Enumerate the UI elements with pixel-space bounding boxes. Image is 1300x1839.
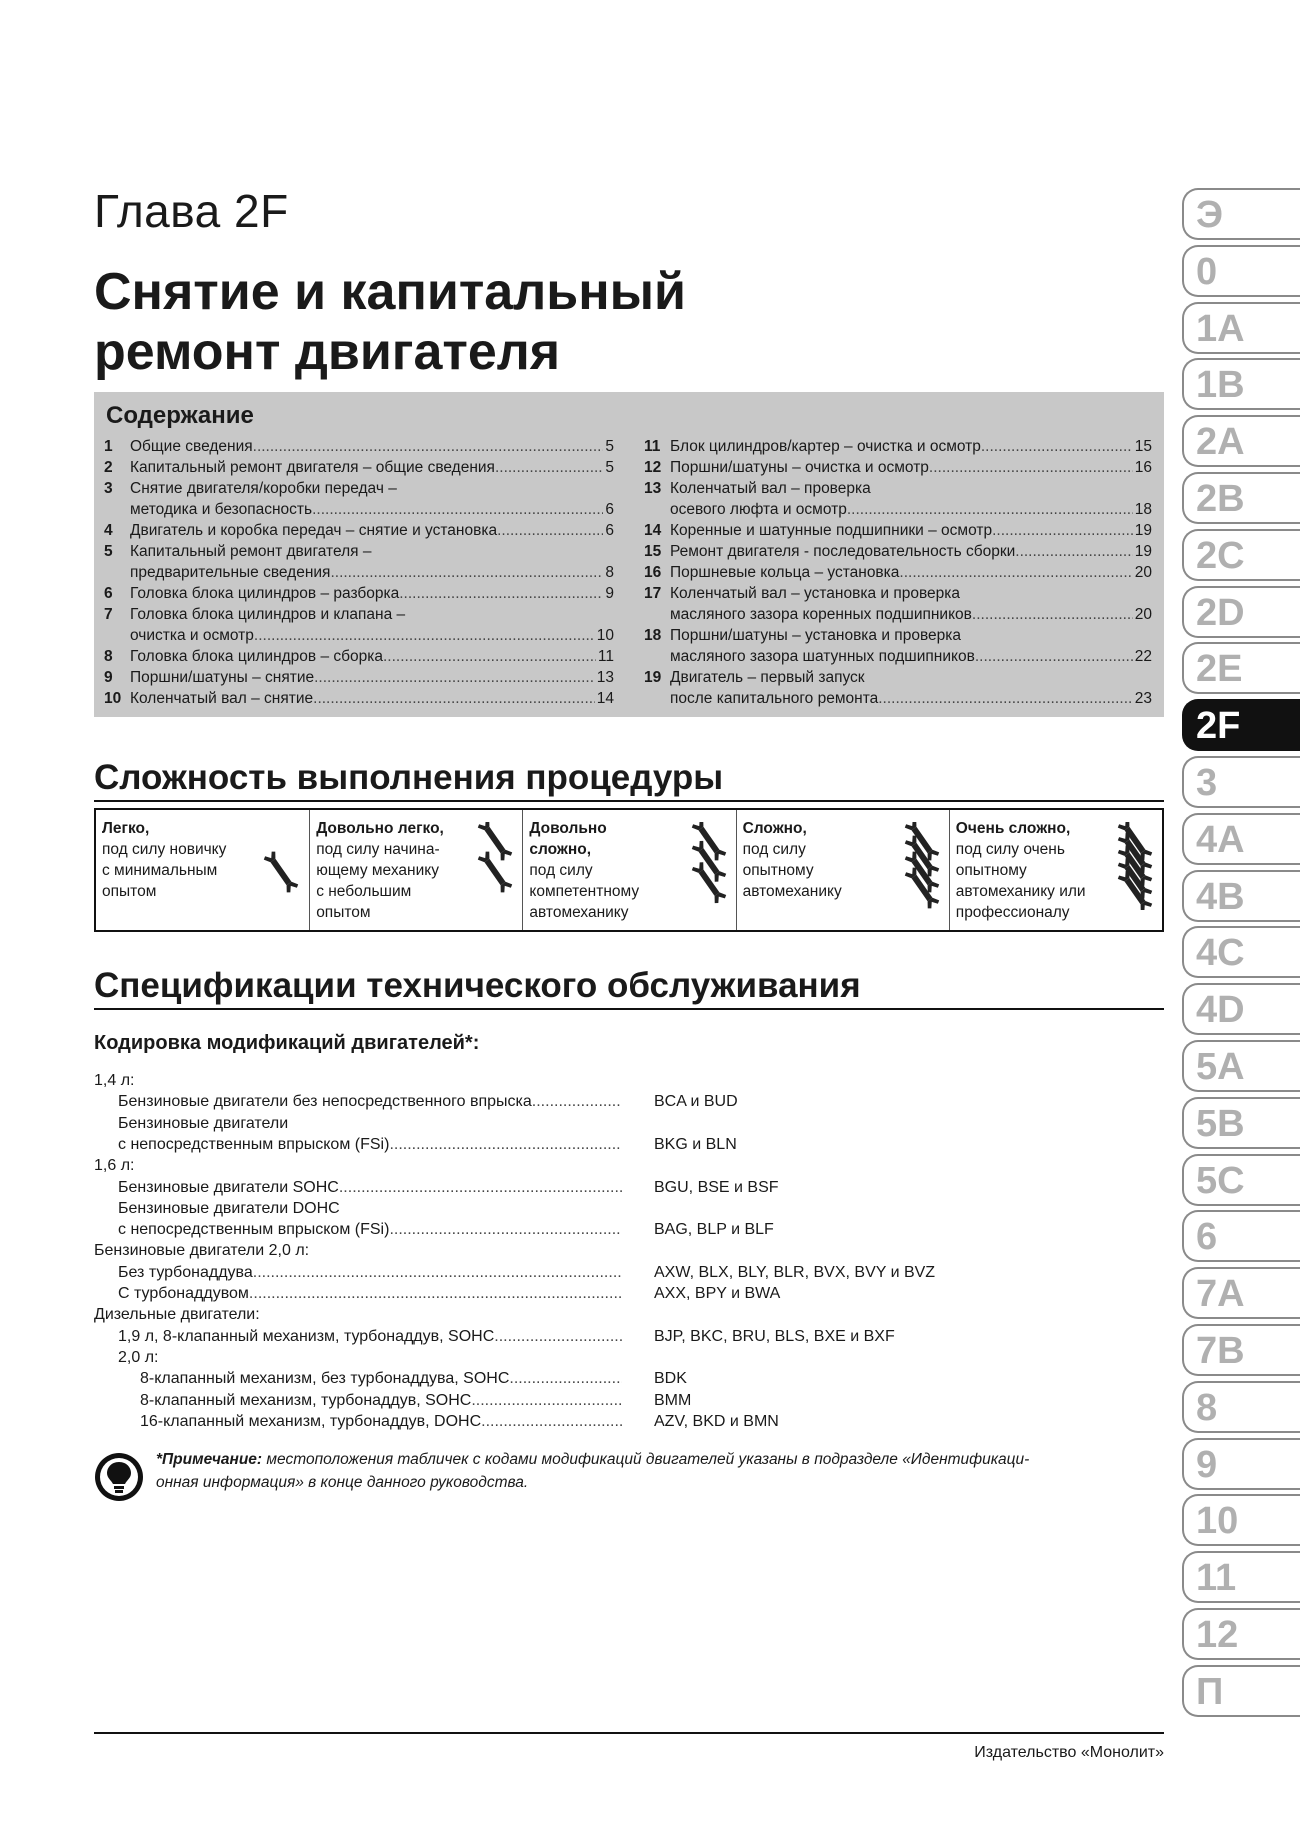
toc-entry bbox=[104, 667, 614, 688]
engine-code-value: BMM bbox=[654, 1391, 692, 1409]
engine-code-row bbox=[118, 1347, 622, 1368]
chapter-tab[interactable]: 4B bbox=[1182, 870, 1300, 922]
chapter-tab[interactable]: 11 bbox=[1182, 1551, 1300, 1603]
engine-description: 16-клапанный механизм, турбонаддув, DOHC bbox=[140, 1412, 482, 1430]
spec-leader-dots bbox=[471, 1390, 622, 1411]
toc-entry-number: 11 bbox=[644, 438, 661, 455]
lightbulb-icon bbox=[94, 1452, 144, 1502]
toc-entry-text-row bbox=[130, 457, 614, 478]
chapter-tab[interactable]: 7A bbox=[1182, 1267, 1300, 1319]
toc-entry-title: Поршни/шатуны – очистка и осмотр bbox=[670, 459, 929, 476]
difficulty-level-title: Довольно сложно, bbox=[529, 820, 607, 858]
toc-entry-page: 13 bbox=[596, 669, 614, 686]
chapter-tab[interactable]: 12 bbox=[1182, 1608, 1300, 1660]
toc-leader-dots bbox=[313, 688, 595, 709]
toc-entry-page: 18 bbox=[1134, 501, 1152, 518]
spec-leader-dots bbox=[494, 1326, 622, 1347]
difficulty-level-description: под силу начина- ющему механику с небольшим опытом bbox=[316, 841, 440, 921]
toc-entry bbox=[104, 520, 614, 541]
toc-entry-page: 14 bbox=[596, 690, 614, 707]
engine-description: Бензиновые двигатели DOHC bbox=[118, 1199, 340, 1217]
difficulty-level-description: под силу новичку с минимальным опытом bbox=[102, 841, 227, 900]
toc-entry-number: 19 bbox=[644, 669, 662, 686]
toc-entry-page: 20 bbox=[1134, 564, 1152, 581]
engine-description: 8-клапанный механизм, без турбонаддува, SOHC bbox=[140, 1370, 510, 1388]
engine-description: с непосредственным впрыском (FSi) bbox=[118, 1221, 390, 1239]
chapter-tab[interactable]: 9 bbox=[1182, 1438, 1300, 1490]
difficulty-scale bbox=[94, 808, 1164, 932]
wrench-rating-icon bbox=[263, 822, 299, 910]
toc-entry-number: 16 bbox=[644, 564, 662, 581]
spec-leader-dots bbox=[253, 1262, 622, 1283]
toc-leader-dots bbox=[929, 457, 1133, 478]
toc-entry-number: 8 bbox=[104, 648, 113, 665]
toc-entry-text-row bbox=[130, 688, 614, 709]
engine-code-row bbox=[94, 1240, 622, 1261]
engine-codes-subheading: Кодировка модификаций двигателей*: bbox=[94, 1032, 480, 1054]
toc-entry-title: Поршневые кольца – установка bbox=[670, 564, 900, 581]
toc-entry-text-row bbox=[670, 667, 1152, 688]
engine-code-row bbox=[140, 1411, 622, 1432]
toc-leader-dots bbox=[899, 562, 1132, 583]
toc-entry-page: 6 bbox=[605, 501, 614, 518]
contents-title: Содержание bbox=[106, 402, 254, 429]
engine-code-value: AXX, BPY и BWA bbox=[654, 1285, 781, 1302]
toc-leader-dots bbox=[314, 667, 595, 688]
engine-code-value: AXW, BLX, BLY, BLR, BVX, BVY и BVZ bbox=[654, 1263, 936, 1281]
chapter-tab[interactable]: 5A bbox=[1182, 1040, 1300, 1092]
toc-entry-title: Коленчатый вал – проверка bbox=[670, 480, 871, 497]
toc-entry-text-row bbox=[130, 541, 614, 562]
toc-entry bbox=[104, 541, 614, 562]
toc-entry-page: 22 bbox=[1134, 648, 1152, 665]
toc-entry-text-row bbox=[670, 625, 1152, 646]
engine-code-row bbox=[94, 1070, 622, 1091]
toc-entry-text-row bbox=[130, 478, 614, 499]
toc-entry-text-row bbox=[670, 541, 1152, 562]
toc-entry-title: Капитальный ремонт двигателя – общие сведения bbox=[130, 459, 495, 476]
chapter-tab[interactable]: 5B bbox=[1182, 1097, 1300, 1149]
engine-description: 2,0 л: bbox=[118, 1348, 159, 1366]
engine-code-row bbox=[118, 1198, 622, 1219]
toc-entry-page: 11 bbox=[597, 648, 614, 665]
engine-code-value: BAG, BLP и BLF bbox=[654, 1221, 774, 1239]
toc-entry-number: 17 bbox=[644, 585, 662, 602]
toc-entry-title: Двигатель и коробка передач – снятие и установка bbox=[130, 522, 498, 539]
specs-heading: Спецификации технического обслуживания bbox=[94, 966, 861, 1005]
toc-entry bbox=[644, 667, 1152, 688]
chapter-tab[interactable]: П bbox=[1182, 1665, 1300, 1717]
toc-leader-dots bbox=[878, 688, 1133, 709]
engine-code-row bbox=[94, 1304, 622, 1325]
toc-leader-dots bbox=[312, 499, 603, 520]
toc-entry bbox=[104, 583, 614, 604]
toc-entry-title: Общие сведения bbox=[130, 438, 253, 455]
engine-description: Бензиновые двигатели SOHC bbox=[118, 1178, 339, 1196]
toc-entry bbox=[104, 457, 614, 478]
engine-description: 8-клапанный механизм, турбонаддув, SOHC bbox=[140, 1391, 472, 1409]
toc-leader-dots bbox=[495, 457, 603, 478]
toc-leader-dots bbox=[254, 625, 595, 646]
toc-entry-text-row bbox=[130, 604, 614, 625]
toc-entry-title: Поршни/шатуны – снятие bbox=[130, 669, 315, 686]
chapter-tab[interactable]: 4A bbox=[1182, 813, 1300, 865]
toc-entry-number: 1 bbox=[104, 438, 113, 455]
toc-entry bbox=[644, 625, 1152, 646]
spec-leader-dots bbox=[389, 1219, 622, 1240]
toc-entry bbox=[644, 457, 1152, 478]
toc-entry-text-row bbox=[670, 604, 1152, 625]
difficulty-level-title: Сложно, bbox=[742, 820, 807, 837]
toc-entry-page: 5 bbox=[605, 459, 614, 476]
toc-entry-text-row bbox=[670, 688, 1152, 709]
spec-leader-dots bbox=[532, 1091, 622, 1112]
engine-code-row bbox=[118, 1177, 622, 1198]
toc-entry-text-row bbox=[130, 667, 614, 688]
engine-description: 1,9 л, 8-клапанный механизм, турбонаддув, SOHC bbox=[118, 1327, 495, 1345]
toc-entry-text-row bbox=[670, 583, 1152, 604]
toc-entry-page: 9 bbox=[605, 585, 614, 602]
toc-entry-text-row bbox=[130, 436, 614, 457]
toc-entry bbox=[104, 478, 614, 499]
toc-entry-number: 4 bbox=[104, 522, 113, 539]
toc-entry-text-row bbox=[670, 436, 1152, 457]
toc-entry-number: 5 bbox=[104, 543, 113, 560]
chapter-tab[interactable]: 1A bbox=[1182, 302, 1300, 354]
engine-code-row bbox=[118, 1326, 622, 1347]
spec-leader-dots bbox=[509, 1368, 622, 1389]
spec-leader-dots bbox=[389, 1134, 622, 1155]
toc-leader-dots bbox=[992, 520, 1133, 541]
toc-entry-text-row bbox=[130, 646, 614, 667]
toc-entry bbox=[644, 436, 1152, 457]
spec-leader-dots bbox=[481, 1411, 622, 1432]
wrench-rating-icon bbox=[477, 822, 513, 910]
difficulty-level-text bbox=[956, 818, 1086, 923]
toc-entry-text-row bbox=[130, 520, 614, 541]
toc-entry-text-row bbox=[130, 499, 614, 520]
engine-code-row bbox=[118, 1219, 622, 1240]
wrench-rating-icon bbox=[691, 822, 727, 910]
toc-entry-number: 3 bbox=[104, 480, 113, 497]
toc-entry-page: 20 bbox=[1134, 606, 1152, 623]
toc-entry-number: 10 bbox=[104, 690, 122, 707]
chapter-tab[interactable]: 4D bbox=[1182, 983, 1300, 1035]
toc-entry-number: 2 bbox=[104, 459, 113, 476]
chapter-tab[interactable]: 2A bbox=[1182, 415, 1300, 467]
toc-entry-text-row bbox=[670, 520, 1152, 541]
spec-leader-dots bbox=[339, 1177, 622, 1198]
difficulty-level-description: под силу компетентному автомеханику bbox=[529, 862, 640, 921]
toc-entry-title: Блок цилиндров/картер – очистка и осмотр bbox=[670, 438, 981, 455]
toc-entry bbox=[644, 583, 1152, 604]
toc-entry-page: 16 bbox=[1134, 459, 1152, 476]
toc-entry-title: осевого люфта и осмотр bbox=[670, 501, 847, 518]
chapter-tab[interactable]: 4C bbox=[1182, 926, 1300, 978]
chapter-tab[interactable]: 2E bbox=[1182, 642, 1300, 694]
toc-entry bbox=[104, 604, 614, 625]
toc-entry-text-row bbox=[670, 457, 1152, 478]
engine-code-row bbox=[118, 1091, 622, 1112]
chapter-tab[interactable]: 3 bbox=[1182, 756, 1300, 808]
page-title-line2: ремонт двигателя bbox=[94, 323, 561, 381]
toc-entry-number: 15 bbox=[644, 543, 662, 560]
toc-entry bbox=[104, 499, 614, 520]
wrench-rating-icon bbox=[904, 822, 940, 910]
difficulty-level-description: под силу опытному автомеханику bbox=[742, 841, 842, 900]
engine-description: С турбонаддувом bbox=[118, 1285, 249, 1302]
toc-entry bbox=[644, 478, 1152, 499]
toc-entry bbox=[644, 499, 1152, 520]
toc-entry-page: 8 bbox=[605, 564, 614, 581]
toc-entry-text-row bbox=[130, 625, 614, 646]
footer-rule bbox=[94, 1732, 1164, 1734]
toc-entry bbox=[104, 646, 614, 667]
wrench-rating-icon bbox=[1117, 822, 1153, 910]
toc-entry-number: 7 bbox=[104, 606, 113, 623]
chapter-tab[interactable]: 0 bbox=[1182, 245, 1300, 297]
engine-description: Бензиновые двигатели 2,0 л: bbox=[94, 1242, 310, 1260]
chapter-tab[interactable]: 6 bbox=[1182, 1210, 1300, 1262]
engine-code-row bbox=[118, 1262, 622, 1283]
toc-leader-dots bbox=[399, 583, 603, 604]
toc-leader-dots bbox=[1015, 541, 1132, 562]
toc-leader-dots bbox=[330, 562, 603, 583]
toc-entry-number: 9 bbox=[104, 669, 113, 686]
toc-entry-text-row bbox=[130, 583, 614, 604]
chapter-tab[interactable]: 1B bbox=[1182, 358, 1300, 410]
engine-code-value: BGU, BSE и BSF bbox=[654, 1178, 779, 1196]
toc-leader-dots bbox=[383, 646, 596, 667]
engine-code-value: BKG и BLN bbox=[654, 1135, 737, 1153]
engine-description: 1,4 л: bbox=[94, 1072, 135, 1089]
toc-entry-title: Ремонт двигателя - последовательность сборки bbox=[670, 543, 1016, 560]
toc-entry-page: 19 bbox=[1134, 543, 1152, 560]
difficulty-level-text bbox=[316, 818, 444, 923]
toc-entry-number: 13 bbox=[644, 480, 662, 497]
engine-code-row bbox=[118, 1113, 622, 1134]
toc-entry-title: Коренные и шатунные подшипники – осмотр bbox=[670, 522, 993, 539]
toc-entry-number: 18 bbox=[644, 627, 662, 644]
engine-code-row bbox=[118, 1134, 622, 1155]
engine-code-row bbox=[140, 1390, 622, 1411]
chapter-label: Глава 2F bbox=[94, 185, 289, 237]
chapter-tab[interactable]: 2F bbox=[1182, 699, 1300, 751]
toc-entry-page: 6 bbox=[605, 522, 614, 539]
toc-entry-number: 14 bbox=[644, 522, 662, 539]
publisher: Издательство «Монолит» bbox=[974, 1744, 1164, 1761]
difficulty-rule bbox=[94, 800, 1164, 802]
toc-entry bbox=[644, 688, 1152, 709]
toc-leader-dots bbox=[253, 436, 604, 457]
toc-entry-title: после капитального ремонта bbox=[670, 690, 879, 707]
page-title bbox=[94, 262, 686, 382]
toc-entry bbox=[644, 604, 1152, 625]
engine-code-value: BDK bbox=[654, 1370, 687, 1388]
engine-description: Бензиновые двигатели без непосредственного впрыска bbox=[118, 1093, 532, 1111]
toc-entry-text-row bbox=[670, 499, 1152, 520]
toc-entry bbox=[104, 436, 614, 457]
difficulty-level-title: Легко, bbox=[102, 820, 150, 837]
chapter-tab[interactable]: 2D bbox=[1182, 586, 1300, 638]
toc-entry-number: 12 bbox=[644, 459, 662, 476]
toc-entry-title: Двигатель – первый запуск bbox=[670, 669, 865, 686]
chapter-tab[interactable]: 2C bbox=[1182, 529, 1300, 581]
difficulty-level-title: Довольно легко, bbox=[316, 820, 444, 837]
toc-entry bbox=[644, 520, 1152, 541]
difficulty-level-text bbox=[743, 818, 842, 902]
engine-code-value: BCA и BUD bbox=[654, 1093, 738, 1111]
toc-leader-dots bbox=[497, 520, 603, 541]
chapter-tab[interactable]: 2B bbox=[1182, 472, 1300, 524]
engine-code-row bbox=[118, 1283, 622, 1304]
toc-entry-page: 10 bbox=[596, 627, 614, 644]
toc-entry-title: масляного зазора шатунных подшипников bbox=[670, 648, 975, 665]
spec-leader-dots bbox=[249, 1283, 622, 1304]
note-body: местоположения табличек с кодами модификаций двигателей указаны в подразделе «Идентификаци- онная информация» в конце данного руководства. bbox=[156, 1451, 1030, 1491]
toc-entry-text-row bbox=[670, 646, 1152, 667]
contents-column-left bbox=[104, 436, 614, 709]
engine-description: Дизельные двигатели: bbox=[94, 1306, 260, 1324]
toc-leader-dots bbox=[972, 604, 1133, 625]
toc-entry-title: очистка и осмотр bbox=[130, 627, 254, 644]
difficulty-level-description: под силу очень опытному автомеханику или профессионалу bbox=[955, 841, 1086, 921]
engine-description: Без турбонаддува bbox=[118, 1263, 253, 1281]
toc-entry bbox=[104, 688, 614, 709]
difficulty-level-text bbox=[529, 818, 639, 923]
toc-entry-title: Головка блока цилиндров – сборка bbox=[130, 648, 383, 665]
toc-entry-title: Поршни/шатуны – установка и проверка bbox=[670, 627, 961, 644]
engine-description: Бензиновые двигатели bbox=[118, 1114, 289, 1132]
difficulty-level-title: Очень сложно, bbox=[955, 820, 1071, 837]
engine-description: 1,6 л: bbox=[94, 1157, 135, 1175]
engine-code-value: AZV, BKD и BMN bbox=[654, 1412, 779, 1430]
toc-entry-text-row bbox=[130, 562, 614, 583]
contents-box bbox=[94, 392, 1164, 717]
difficulty-level bbox=[309, 810, 522, 930]
toc-entry-title: Капитальный ремонт двигателя – bbox=[130, 543, 372, 560]
toc-entry-page: 15 bbox=[1134, 438, 1152, 455]
chapter-tab[interactable]: 5C bbox=[1182, 1154, 1300, 1206]
page-title-line1: Снятие и капитальный bbox=[94, 263, 687, 321]
contents-column-right bbox=[644, 436, 1152, 709]
difficulty-level bbox=[96, 810, 309, 930]
toc-entry bbox=[644, 646, 1152, 667]
toc-entry-number: 6 bbox=[104, 585, 113, 602]
toc-entry-title: Снятие двигателя/коробки передач – bbox=[130, 480, 397, 497]
toc-entry-page: 23 bbox=[1134, 690, 1152, 707]
toc-entry-text-row bbox=[670, 478, 1152, 499]
chapter-tab[interactable]: 7B bbox=[1182, 1324, 1300, 1376]
engine-description: с непосредственным впрыском (FSi) bbox=[118, 1135, 390, 1153]
engine-code-row bbox=[140, 1368, 622, 1389]
toc-entry-title: предварительные сведения bbox=[130, 564, 331, 581]
toc-entry-title: масляного зазора коренных подшипников bbox=[670, 606, 972, 623]
toc-leader-dots bbox=[975, 646, 1133, 667]
toc-entry-title: Коленчатый вал – снятие bbox=[130, 690, 314, 707]
toc-entry-text-row bbox=[670, 562, 1152, 583]
toc-entry-title: методика и безопасность bbox=[130, 501, 313, 518]
chapter-tab[interactable]: Э bbox=[1182, 188, 1300, 240]
toc-leader-dots bbox=[981, 436, 1133, 457]
toc-entry bbox=[104, 562, 614, 583]
chapter-tab[interactable]: 10 bbox=[1182, 1494, 1300, 1546]
note-text bbox=[156, 1448, 1166, 1494]
toc-entry-page: 19 bbox=[1134, 522, 1152, 539]
toc-entry bbox=[104, 625, 614, 646]
toc-entry-title: Коленчатый вал – установка и проверка bbox=[670, 585, 961, 602]
difficulty-level bbox=[736, 810, 949, 930]
difficulty-level bbox=[522, 810, 735, 930]
difficulty-level bbox=[949, 810, 1162, 930]
specs-rule bbox=[94, 1008, 1164, 1010]
toc-entry-title: Головка блока цилиндров и клапана – bbox=[130, 606, 406, 623]
engine-code-row bbox=[94, 1155, 622, 1176]
toc-leader-dots bbox=[847, 499, 1133, 520]
toc-entry bbox=[644, 541, 1152, 562]
chapter-tab[interactable]: 8 bbox=[1182, 1381, 1300, 1433]
toc-entry-title: Головка блока цилиндров – разборка bbox=[130, 585, 400, 602]
toc-entry bbox=[644, 562, 1152, 583]
note-label: *Примечание: bbox=[156, 1451, 263, 1468]
engine-code-value: BJP, BKC, BRU, BLS, BXE и BXF bbox=[654, 1327, 895, 1345]
toc-entry-page: 5 bbox=[605, 438, 614, 455]
difficulty-level-text bbox=[102, 818, 226, 902]
difficulty-heading: Сложность выполнения процедуры bbox=[94, 758, 724, 797]
